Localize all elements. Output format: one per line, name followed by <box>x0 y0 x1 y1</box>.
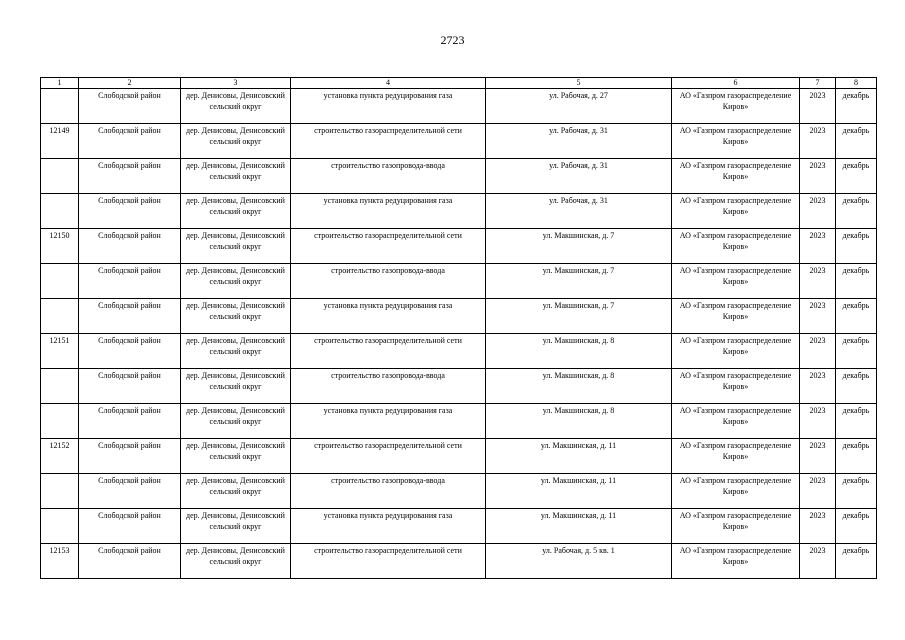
cell-work-type: строительство газопровода-ввода <box>291 474 486 509</box>
cell-year: 2023 <box>800 124 836 159</box>
cell-number: 12153 <box>41 544 79 579</box>
cell-year: 2023 <box>800 194 836 229</box>
table-row <box>41 474 877 509</box>
cell-settlement: дер. Денисовы, Денисовский сельский округ <box>181 194 291 229</box>
cell-month: декабрь <box>836 299 877 334</box>
cell-year: 2023 <box>800 89 836 124</box>
table-row <box>41 509 877 544</box>
cell-year: 2023 <box>800 404 836 439</box>
cell-year: 2023 <box>800 439 836 474</box>
cell-number <box>41 264 79 299</box>
cell-organization: АО «Газпром газораспределение Киров» <box>672 124 800 159</box>
cell-work-type: строительство газораспределительной сети <box>291 544 486 579</box>
cell-number: 12152 <box>41 439 79 474</box>
cell-year: 2023 <box>800 544 836 579</box>
cell-month: декабрь <box>836 404 877 439</box>
cell-address: ул. Рабочая, д. 31 <box>486 159 672 194</box>
cell-district: Слободской район <box>79 89 181 124</box>
cell-organization: АО «Газпром газораспределение Киров» <box>672 299 800 334</box>
column-header: 2 <box>79 78 181 89</box>
cell-work-type: строительство газопровода-ввода <box>291 159 486 194</box>
cell-month: декабрь <box>836 439 877 474</box>
cell-year: 2023 <box>800 369 836 404</box>
cell-settlement: дер. Денисовы, Денисовский сельский округ <box>181 229 291 264</box>
cell-work-type: установка пункта редуцирования газа <box>291 509 486 544</box>
cell-year: 2023 <box>800 159 836 194</box>
cell-number <box>41 369 79 404</box>
cell-number: 12150 <box>41 229 79 264</box>
cell-district: Слободской район <box>79 124 181 159</box>
cell-month: декабрь <box>836 229 877 264</box>
cell-organization: АО «Газпром газораспределение Киров» <box>672 404 800 439</box>
table-row <box>41 159 877 194</box>
cell-year: 2023 <box>800 474 836 509</box>
cell-settlement: дер. Денисовы, Денисовский сельский округ <box>181 159 291 194</box>
cell-address: ул. Макшинская, д. 7 <box>486 264 672 299</box>
table-row <box>41 124 877 159</box>
table-row <box>41 334 877 369</box>
data-table <box>40 77 877 579</box>
cell-year: 2023 <box>800 229 836 264</box>
cell-number: 12151 <box>41 334 79 369</box>
cell-district: Слободской район <box>79 299 181 334</box>
cell-address: ул. Макшинская, д. 7 <box>486 299 672 334</box>
cell-settlement: дер. Денисовы, Денисовский сельский округ <box>181 299 291 334</box>
cell-organization: АО «Газпром газораспределение Киров» <box>672 474 800 509</box>
cell-settlement: дер. Денисовы, Денисовский сельский округ <box>181 124 291 159</box>
cell-address: ул. Макшинская, д. 8 <box>486 334 672 369</box>
cell-month: декабрь <box>836 89 877 124</box>
column-header: 1 <box>41 78 79 89</box>
cell-work-type: строительство газораспределительной сети <box>291 439 486 474</box>
cell-address: ул. Рабочая, д. 27 <box>486 89 672 124</box>
cell-organization: АО «Газпром газораспределение Киров» <box>672 369 800 404</box>
table-row <box>41 194 877 229</box>
cell-district: Слободской район <box>79 194 181 229</box>
cell-district: Слободской район <box>79 264 181 299</box>
cell-number <box>41 474 79 509</box>
cell-district: Слободской район <box>79 474 181 509</box>
cell-work-type: строительство газопровода-ввода <box>291 264 486 299</box>
cell-organization: АО «Газпром газораспределение Киров» <box>672 194 800 229</box>
cell-year: 2023 <box>800 264 836 299</box>
cell-work-type: установка пункта редуцирования газа <box>291 299 486 334</box>
cell-work-type: установка пункта редуцирования газа <box>291 404 486 439</box>
column-header: 5 <box>486 78 672 89</box>
table-header-row <box>41 78 877 89</box>
cell-settlement: дер. Денисовы, Денисовский сельский округ <box>181 369 291 404</box>
cell-month: декабрь <box>836 369 877 404</box>
cell-work-type: строительство газопровода-ввода <box>291 369 486 404</box>
cell-organization: АО «Газпром газораспределение Киров» <box>672 229 800 264</box>
table-row <box>41 369 877 404</box>
cell-year: 2023 <box>800 509 836 544</box>
cell-settlement: дер. Денисовы, Денисовский сельский округ <box>181 544 291 579</box>
cell-year: 2023 <box>800 334 836 369</box>
cell-organization: АО «Газпром газораспределение Киров» <box>672 89 800 124</box>
table-row <box>41 439 877 474</box>
cell-organization: АО «Газпром газораспределение Киров» <box>672 334 800 369</box>
table-row <box>41 89 877 124</box>
cell-district: Слободской район <box>79 404 181 439</box>
column-header: 3 <box>181 78 291 89</box>
cell-organization: АО «Газпром газораспределение Киров» <box>672 544 800 579</box>
page-number: 2723 <box>440 33 465 47</box>
cell-month: декабрь <box>836 264 877 299</box>
cell-address: ул. Рабочая, д. 31 <box>486 124 672 159</box>
cell-number <box>41 89 79 124</box>
cell-district: Слободской район <box>79 159 181 194</box>
cell-district: Слободской район <box>79 439 181 474</box>
cell-year: 2023 <box>800 299 836 334</box>
cell-number <box>41 194 79 229</box>
cell-work-type: строительство газораспределительной сети <box>291 334 486 369</box>
cell-address: ул. Рабочая, д. 5 кв. 1 <box>486 544 672 579</box>
cell-number <box>41 404 79 439</box>
cell-number <box>41 509 79 544</box>
cell-settlement: дер. Денисовы, Денисовский сельский округ <box>181 439 291 474</box>
cell-district: Слободской район <box>79 544 181 579</box>
cell-settlement: дер. Денисовы, Денисовский сельский округ <box>181 474 291 509</box>
cell-organization: АО «Газпром газораспределение Киров» <box>672 264 800 299</box>
table-row <box>41 229 877 264</box>
cell-month: декабрь <box>836 544 877 579</box>
table-row <box>41 299 877 334</box>
cell-organization: АО «Газпром газораспределение Киров» <box>672 439 800 474</box>
cell-address: ул. Макшинская, д. 8 <box>486 404 672 439</box>
cell-district: Слободской район <box>79 509 181 544</box>
cell-number: 12149 <box>41 124 79 159</box>
cell-settlement: дер. Денисовы, Денисовский сельский округ <box>181 89 291 124</box>
cell-address: ул. Макшинская, д. 11 <box>486 474 672 509</box>
cell-month: декабрь <box>836 334 877 369</box>
table-row <box>41 404 877 439</box>
cell-number <box>41 159 79 194</box>
cell-month: декабрь <box>836 194 877 229</box>
cell-number <box>41 299 79 334</box>
column-header: 6 <box>672 78 800 89</box>
cell-month: декабрь <box>836 124 877 159</box>
column-header: 4 <box>291 78 486 89</box>
column-header: 7 <box>800 78 836 89</box>
cell-month: декабрь <box>836 509 877 544</box>
table-row <box>41 264 877 299</box>
column-header: 8 <box>836 78 877 89</box>
cell-address: ул. Рабочая, д. 31 <box>486 194 672 229</box>
cell-work-type: установка пункта редуцирования газа <box>291 194 486 229</box>
table-row <box>41 544 877 579</box>
cell-organization: АО «Газпром газораспределение Киров» <box>672 509 800 544</box>
cell-month: декабрь <box>836 159 877 194</box>
cell-work-type: установка пункта редуцирования газа <box>291 89 486 124</box>
cell-address: ул. Макшинская, д. 11 <box>486 439 672 474</box>
cell-district: Слободской район <box>79 334 181 369</box>
cell-month: декабрь <box>836 474 877 509</box>
cell-organization: АО «Газпром газораспределение Киров» <box>672 159 800 194</box>
cell-address: ул. Макшинская, д. 11 <box>486 509 672 544</box>
cell-settlement: дер. Денисовы, Денисовский сельский округ <box>181 509 291 544</box>
cell-work-type: строительство газораспределительной сети <box>291 229 486 264</box>
cell-settlement: дер. Денисовы, Денисовский сельский округ <box>181 404 291 439</box>
cell-settlement: дер. Денисовы, Денисовский сельский округ <box>181 264 291 299</box>
cell-district: Слободской район <box>79 369 181 404</box>
cell-address: ул. Макшинская, д. 7 <box>486 229 672 264</box>
cell-address: ул. Макшинская, д. 8 <box>486 369 672 404</box>
cell-work-type: строительство газораспределительной сети <box>291 124 486 159</box>
cell-settlement: дер. Денисовы, Денисовский сельский округ <box>181 334 291 369</box>
cell-district: Слободской район <box>79 229 181 264</box>
